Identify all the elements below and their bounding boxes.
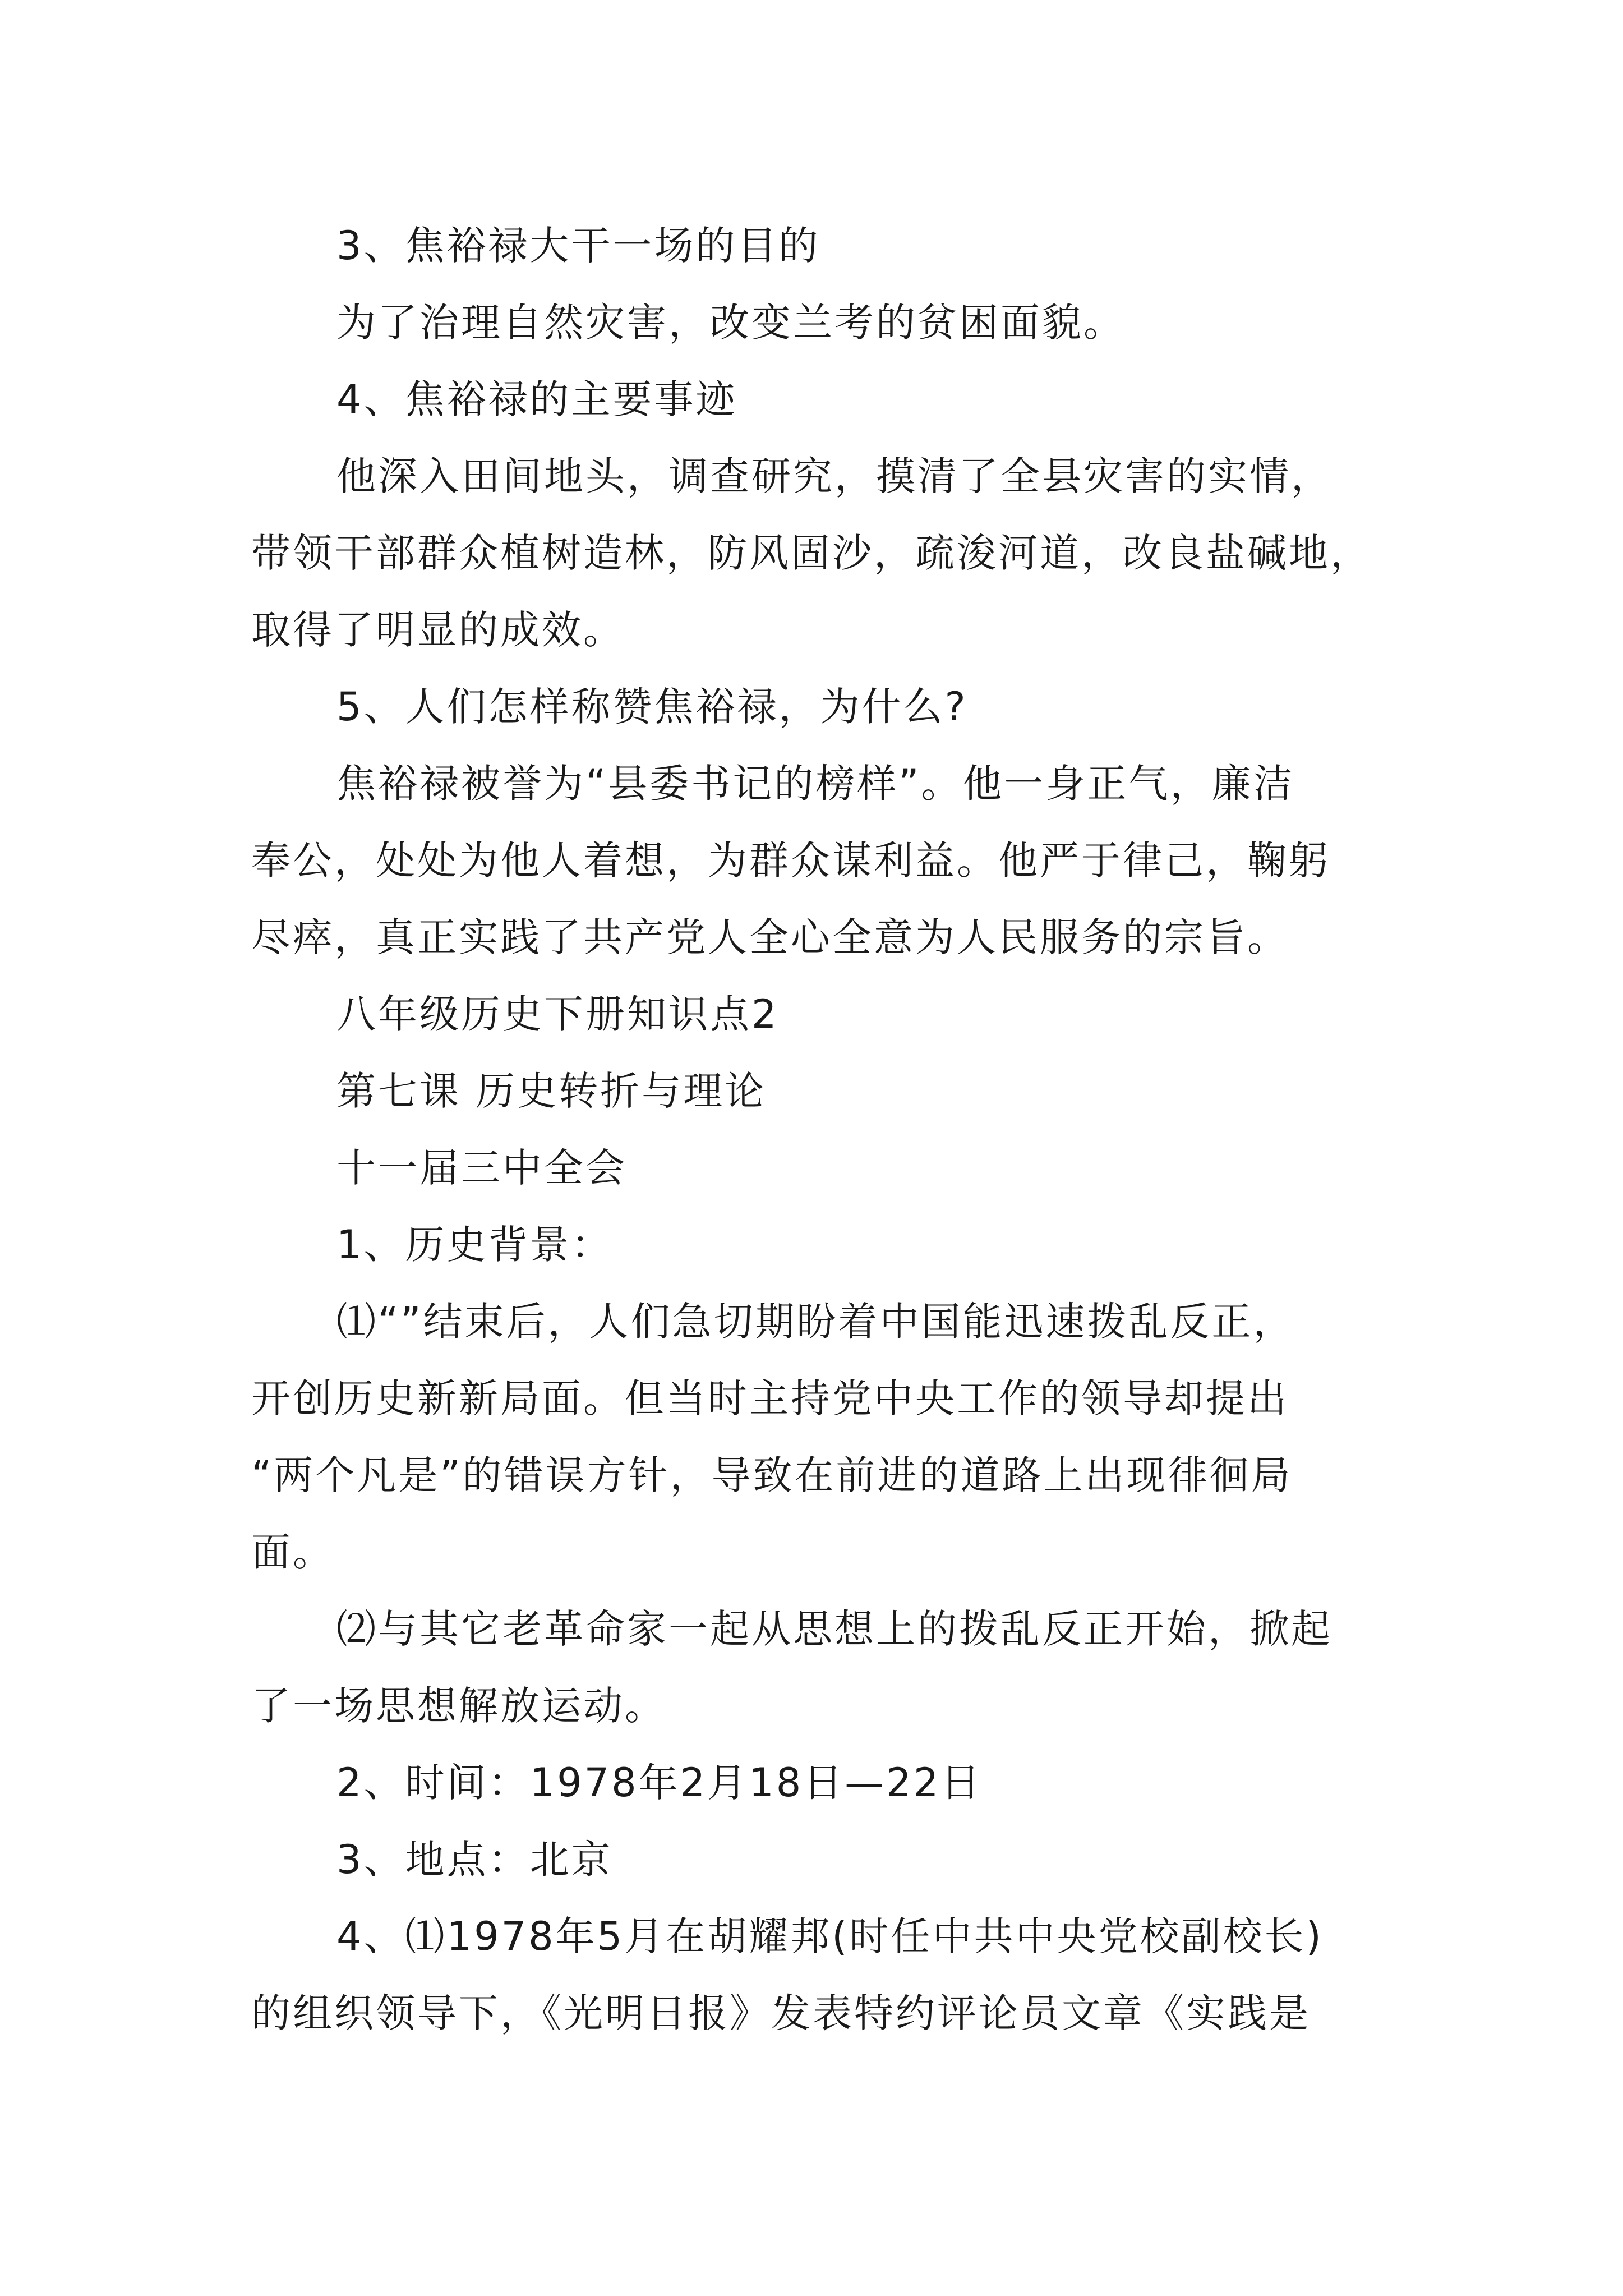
text-line: 5、人们怎样称赞焦裕禄，为什么? (336, 684, 968, 730)
text-line: ⑵与其它老革命家一起从思想上的拨乱反正开始，掀起 (336, 1606, 1332, 1652)
text-line: “两个凡是”的错误方针，导致在前进的道路上出现徘徊局 (251, 1452, 1293, 1498)
text-line: 为了治理自然灾害，改变兰考的贫困面貌。 (336, 300, 1125, 346)
document-body (251, 208, 1384, 2052)
text-line: 3、地点：北京 (336, 1837, 613, 1883)
text-line: 的组织领导下，《光明日报》发表特约评论员文章《实践是 (251, 1990, 1311, 2036)
text-line: 焦裕禄被誉为“县委书记的榜样”。他一身正气，廉洁 (336, 761, 1295, 807)
text-line: 4、焦裕禄的主要事迹 (336, 376, 737, 422)
text-line: 1、历史背景： (336, 1222, 613, 1268)
text-line: 开创历史新新局面。但当时主持党中央工作的领导却提出 (251, 1375, 1289, 1421)
text-line: 面。 (251, 1529, 334, 1575)
lesson-heading: 第七课 历史转折与理论 (336, 1068, 767, 1114)
text-line: 尽瘁，真正实践了共产党人全心全意为人民服务的宗旨。 (251, 914, 1289, 960)
text-line: 奉公，处处为他人着想，为群众谋利益。他严于律己，鞠躬 (251, 838, 1330, 884)
text-line: 了一场思想解放运动。 (251, 1683, 666, 1729)
text-line: 取得了明显的成效。 (251, 607, 625, 653)
text-line: 4、⑴1978年5月在胡耀邦(时任中共中央党校副校长) (336, 1913, 1324, 1959)
text-line: 带领干部群众植树造林，防风固沙，疏浚河道，改良盐碱地， (251, 530, 1372, 576)
text-line: 2、时间：1978年2月18日—22日 (336, 1760, 983, 1806)
topic-heading: 十一届三中全会 (336, 1145, 627, 1191)
text-line: 他深入田间地头，调查研究，摸清了全县灾害的实情， (336, 453, 1332, 499)
text-line: ⑴“”结束后，人们急切期盼着中国能迅速拨乱反正， (336, 1299, 1295, 1345)
section-heading: 八年级历史下册知识点2 (336, 991, 779, 1037)
text-line: 3、焦裕禄大干一场的目的 (336, 223, 820, 269)
